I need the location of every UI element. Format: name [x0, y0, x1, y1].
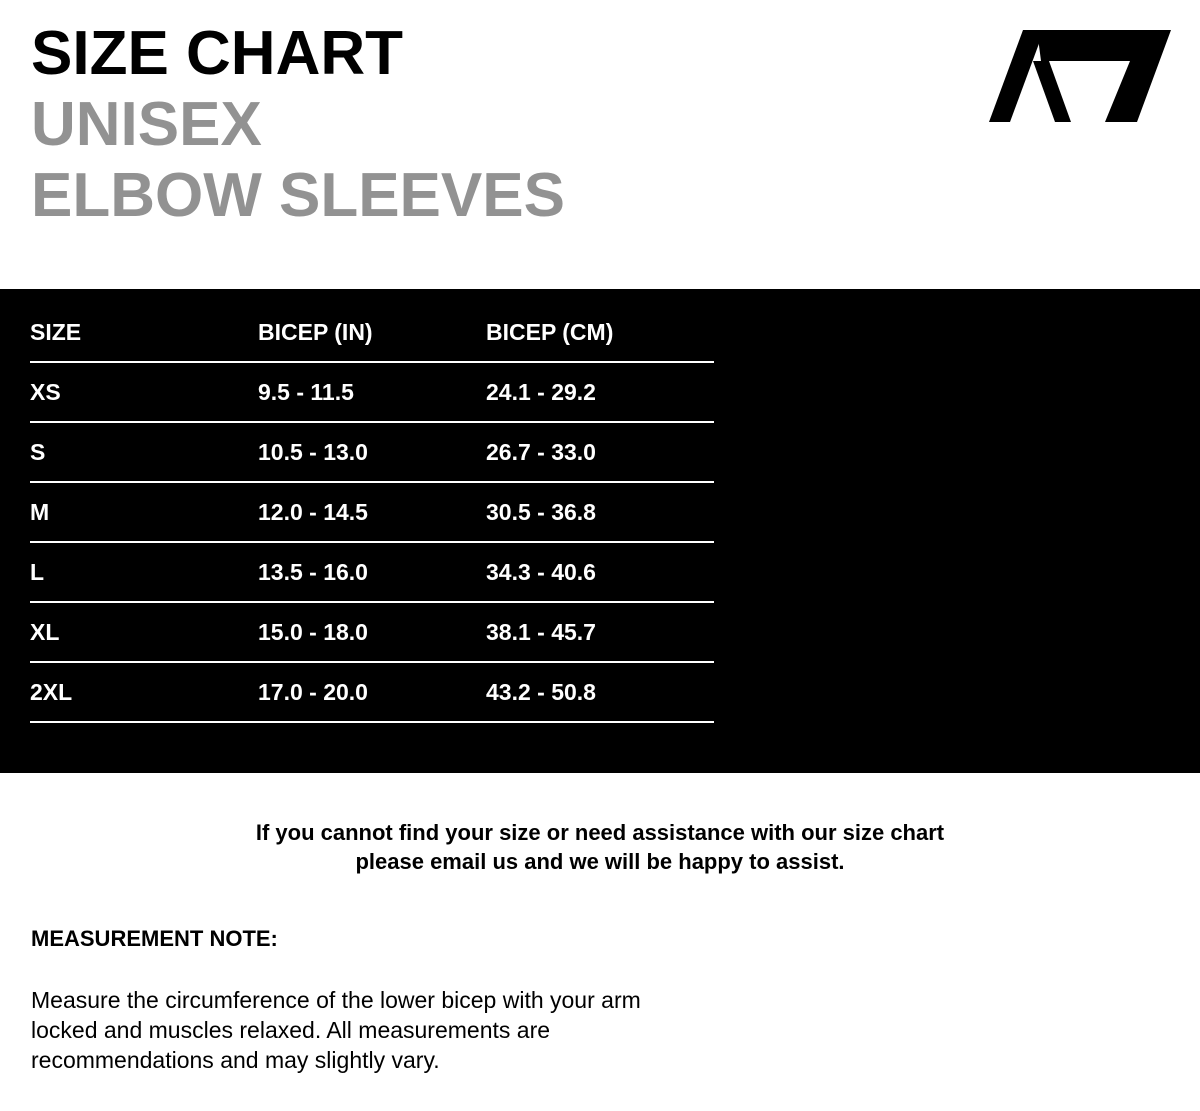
bicep-in-cell: 13.5 - 16.0 [258, 542, 486, 602]
size-cell: M [30, 482, 258, 542]
assistance-line-1: If you cannot find your size or need assistance with our size chart [255, 820, 945, 845]
assistance-line-2: please email us and we will be happy to assist. [355, 849, 845, 874]
size-cell: L [30, 542, 258, 602]
a7-logo-icon [989, 30, 1171, 122]
size-cell: XS [30, 362, 258, 422]
size-cell: S [30, 422, 258, 482]
bicep-in-cell: 9.5 - 11.5 [258, 362, 486, 422]
bicep-cm-cell: 38.1 - 45.7 [486, 602, 714, 662]
table-row [30, 482, 714, 542]
bicep-in-cell: 10.5 - 13.0 [258, 422, 486, 482]
note-line-1: Measure the circumference of the lower bicep with your arm [31, 987, 641, 1013]
measurement-note-heading: MEASUREMENT NOTE: [31, 926, 278, 951]
table-row [30, 602, 714, 662]
bicep-cm-cell: 24.1 - 29.2 [486, 362, 714, 422]
bicep-cm-cell: 34.3 - 40.6 [486, 542, 714, 602]
page-title: SIZE CHART [31, 19, 403, 88]
bicep-in-cell: 12.0 - 14.5 [258, 482, 486, 542]
table-row [30, 422, 714, 482]
bicep-in-cell: 17.0 - 20.0 [258, 662, 486, 722]
bicep-cm-cell: 43.2 - 50.8 [486, 662, 714, 722]
measurement-note-body [31, 985, 731, 1075]
header-bicep-cm: BICEP (CM) [486, 303, 714, 362]
assistance-message [0, 818, 1200, 876]
table-row [30, 662, 714, 722]
table-row [30, 362, 714, 422]
table-row [30, 542, 714, 602]
size-cell: 2XL [30, 662, 258, 722]
header-size: SIZE [30, 303, 258, 362]
note-line-2: locked and muscles relaxed. All measurements are [31, 1017, 551, 1043]
subtitle-unisex: UNISEX [31, 90, 262, 159]
logo-left-stroke [989, 30, 1044, 122]
header-bicep-in: BICEP (IN) [258, 303, 486, 362]
size-table [30, 303, 714, 723]
title-block [31, 18, 565, 231]
subtitle-product: ELBOW SLEEVES [31, 161, 565, 230]
bicep-cm-cell: 26.7 - 33.0 [486, 422, 714, 482]
size-cell: XL [30, 602, 258, 662]
logo-middle-stroke [1033, 61, 1071, 122]
bicep-in-cell: 15.0 - 18.0 [258, 602, 486, 662]
table-header-row [30, 303, 714, 362]
note-line-3: recommendations and may slightly vary. [31, 1047, 440, 1073]
bicep-cm-cell: 30.5 - 36.8 [486, 482, 714, 542]
size-table-band [0, 289, 1200, 773]
